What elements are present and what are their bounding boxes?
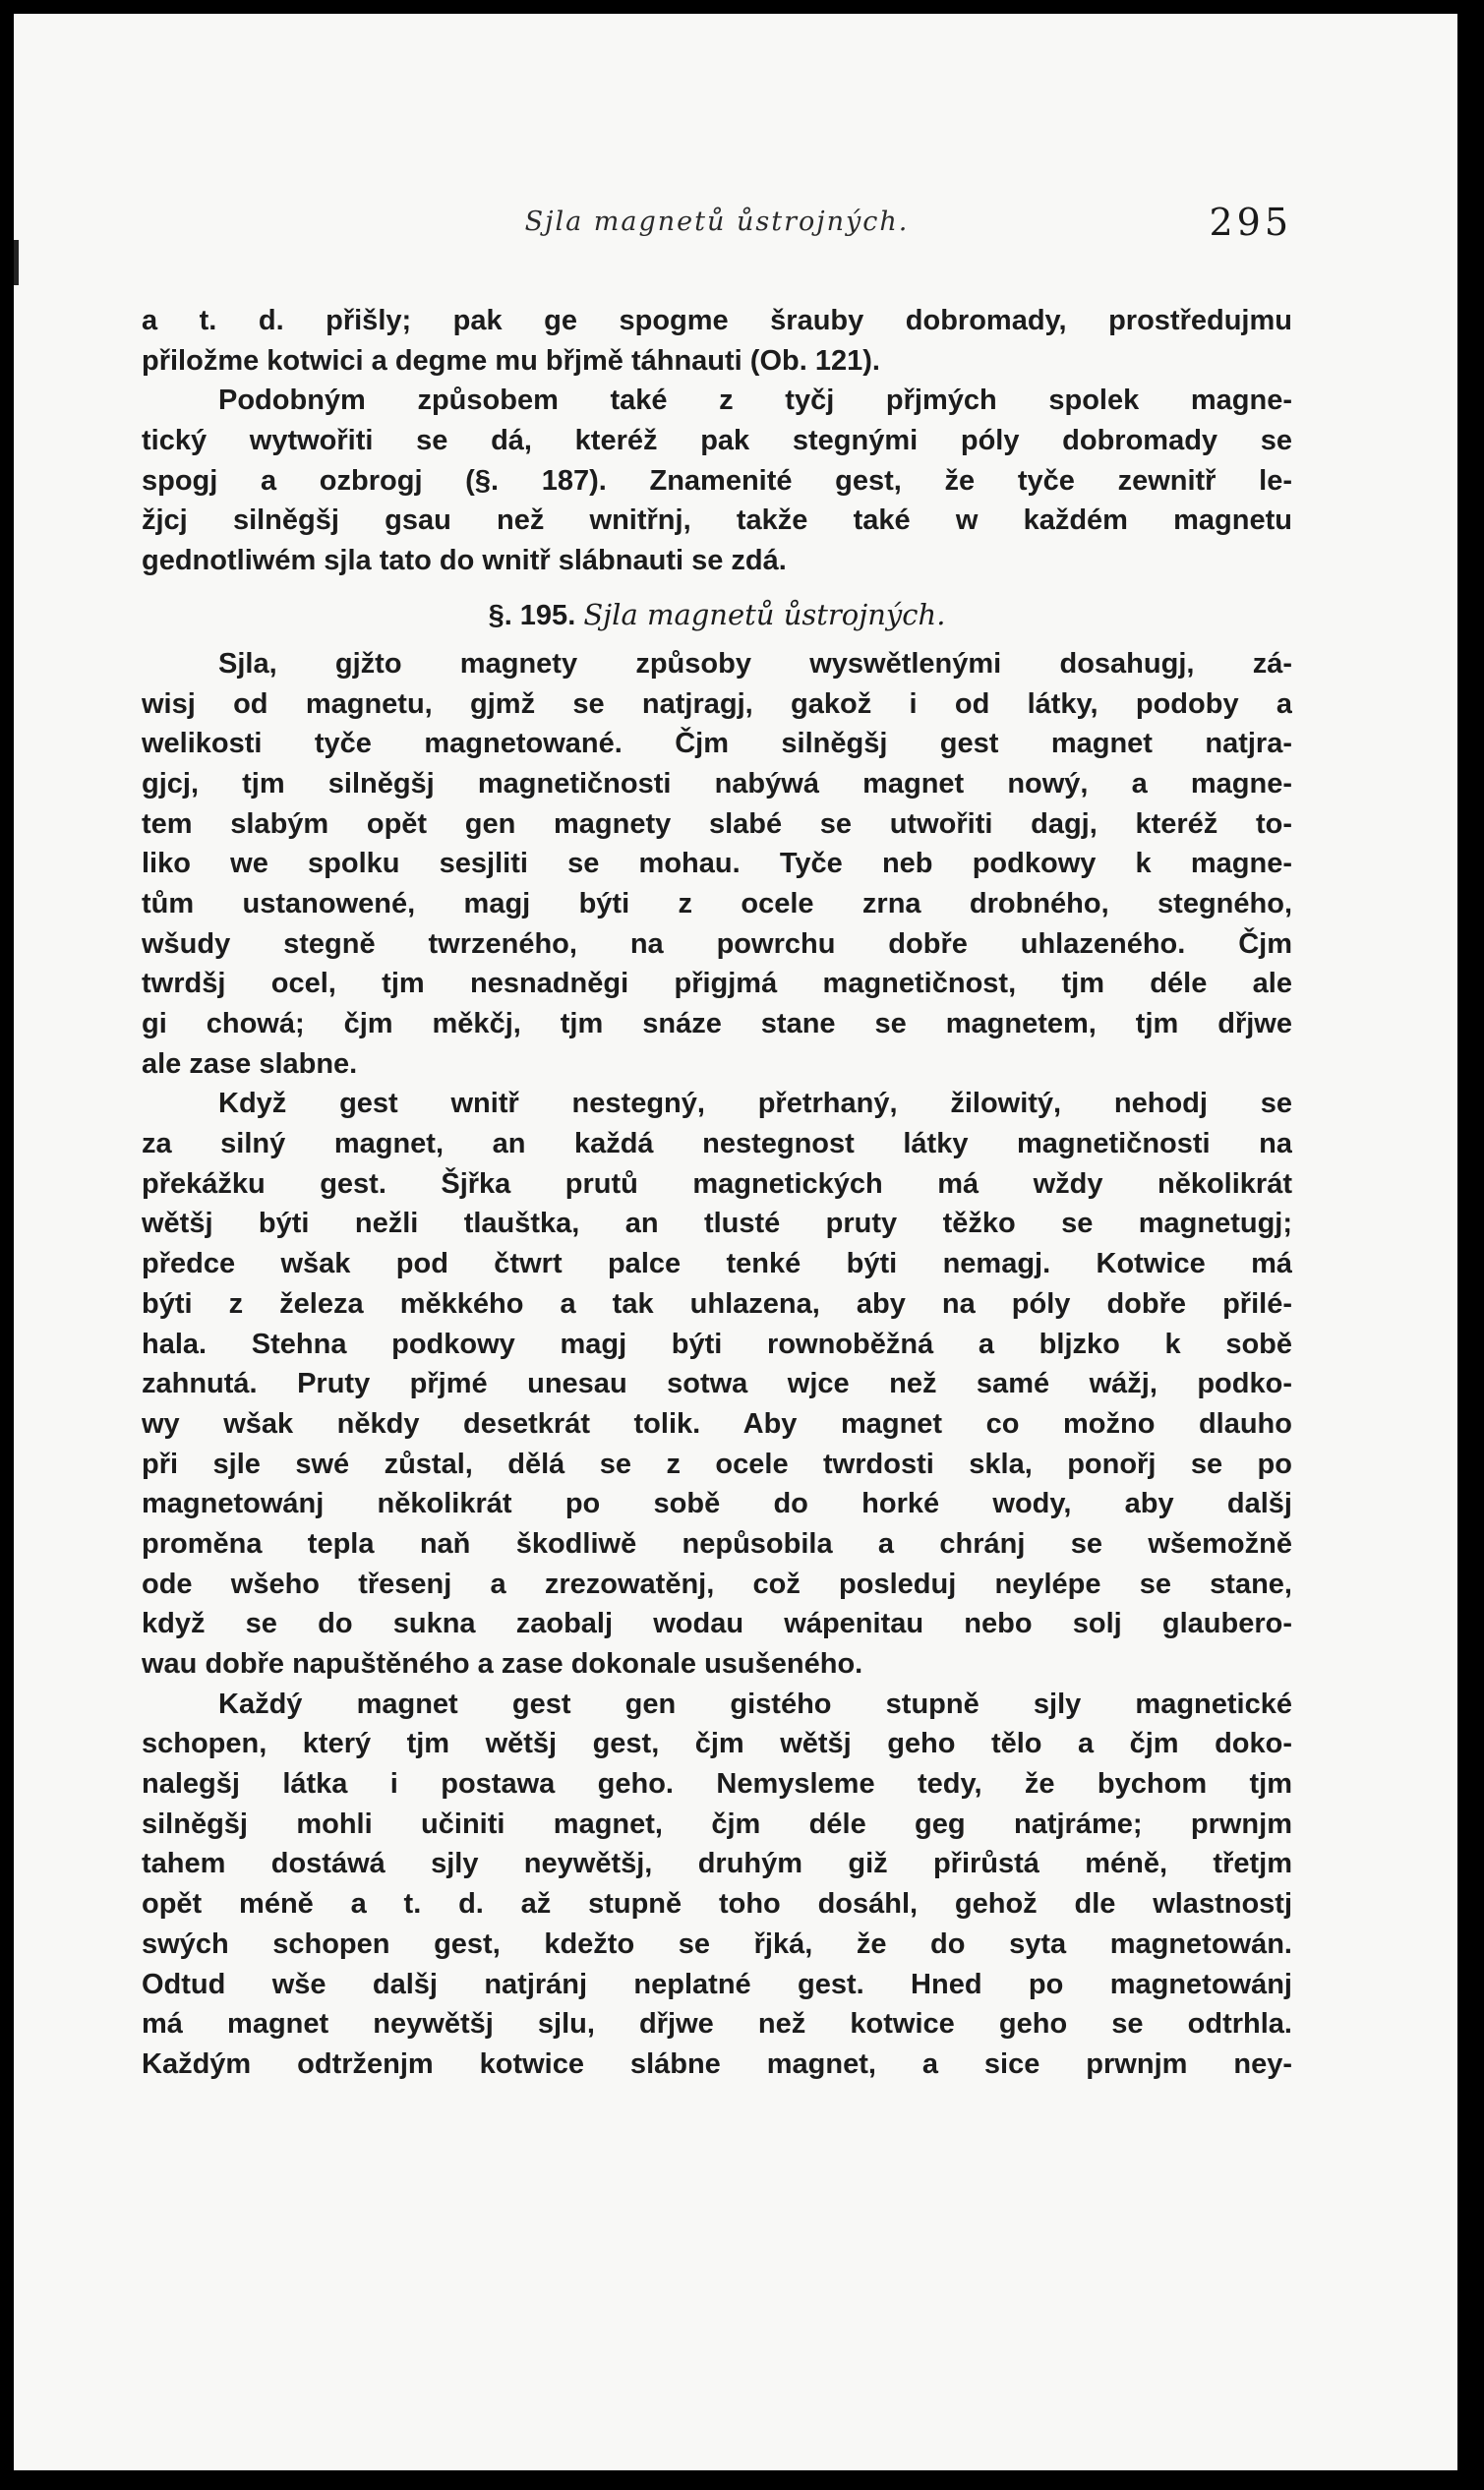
text-line: twrdšj ocel, tjm nesnadněgi přigjmá magnetičnost, tjm déle ale (142, 968, 1292, 1000)
text-line: spogj a ozbrogj (§. 187). Znamenité gest, že tyče zewnitř le- (142, 464, 1292, 497)
text-line: býti z železa měkkého a tak uhlazena, aby na póly dobře přilé- (142, 1287, 1292, 1320)
text-line: tahem dostáwá sjly neywětšj, druhým giž přirůstá méně, třetjm (142, 1848, 1292, 1880)
paragraph-4 (142, 1084, 1292, 1684)
text-line: Když gest wnitř nestegný, přetrhaný, žilowitý, nehodj se (218, 1088, 1292, 1120)
text-line: za silný magnet, an každá nestegnost látky magnetičnosti na (142, 1128, 1292, 1160)
text-line: ode wšeho třesenj a zrezowatěnj, což posleduj neylépe se stane, (142, 1568, 1292, 1600)
paragraph-3 (142, 644, 1292, 1085)
text-line: nalegšj látka i postawa geho. Nemysleme tedy, že bychom tjm (142, 1768, 1292, 1801)
text-line: a t. d. přišly; pak ge spogme šrauby dobromady, prostředujmu (142, 305, 1292, 336)
text-line: když se do sukna zaobalj wodau wápenitau nebo solj glaubero- (142, 1608, 1292, 1640)
binding-edge (14, 240, 19, 285)
text-line: wy wšak někdy desetkrát tolik. Aby magnet co možno dlauho (142, 1407, 1292, 1440)
text-line: opět méně a t. d. až stupně toho dosáhl, gehož dle wlastnostj (142, 1888, 1292, 1921)
text-line: tem slabým opět gen magnety slabé se utwořiti dagj, kteréž to- (142, 807, 1292, 840)
text-line: tický wytwořiti se dá, kteréž pak stegnými póly dobromady se (142, 425, 1292, 457)
text-line: ale zase slabne. (142, 1047, 358, 1080)
text-line: předce wšak pod čtwrt palce tenké býti nemagj. Kotwice má (142, 1248, 1292, 1280)
paragraph-2 (142, 381, 1292, 580)
text-line: překážku gest. Šjřka prutů magnetických má wždy několikrát (142, 1167, 1292, 1200)
text-line: Odtud wše dalšj natjránj neplatné gest. Hned po magnetowánj (142, 1968, 1292, 2000)
text-line: liko we spolku sesjliti se mohau. Tyče neb podkowy k magne- (142, 848, 1292, 880)
section-title: Sjla magnetů ůstrojných. (583, 597, 946, 631)
paragraph-1 (142, 301, 1292, 381)
text-line: Sjla, gjžto magnety způsoby wyswětlenými dosahugj, zá- (218, 647, 1292, 680)
text-line: Podobným způsobem také z tyčj přjmých spolek magne- (218, 385, 1292, 417)
text-line: při sjle swé zůstal, dělá se z ocele twrdosti skla, ponořj se po (142, 1448, 1292, 1480)
text-line: schopen, který tjm wětšj gest, čjm wětšj geho tělo a čjm doko- (142, 1728, 1292, 1760)
book-page (14, 14, 1457, 2470)
text-line: gi chowá; čjm měkčj, tjm snáze stane se magnetem, tjm dřjwe (142, 1008, 1292, 1039)
text-line: proměna tepla naň škodliwě nepůsobila a chránj se wšemožně (142, 1527, 1292, 1560)
text-line: magnetowánj několikrát po sobě do horké wody, aby dalšj (142, 1488, 1292, 1520)
text-line: žjcj silněgšj gsau než wnitřnj, takže také w každém magnetu (142, 504, 1292, 537)
page-header (142, 203, 1292, 252)
running-title: Sjla magnetů ůstrojných. (524, 207, 910, 237)
text-line: Každý magnet gest gen gistého stupně sjly magnetické (218, 1688, 1292, 1720)
text-line: Každým odtrženjm kotwice slábne magnet, a sice prwnjm ney- (142, 2047, 1292, 2080)
text-line: wšudy stegně twrzeného, na powrchu dobře uhlazeného. Čjm (142, 927, 1292, 960)
text-line: má magnet neywětšj sjlu, dřjwe než kotwice geho se odtrhla. (142, 2008, 1292, 2041)
section-heading (142, 585, 1292, 644)
text-line: swých schopen gest, kdežto se řjká, že do syta magnetowán. (142, 1927, 1292, 1960)
text-line: zahnutá. Pruty přjmé unesau sotwa wjce než samé wážj, podko- (142, 1368, 1292, 1400)
text-line: silněgšj mohli učiniti magnet, čjm déle geg natjráme; prwnjm (142, 1808, 1292, 1840)
body-text (142, 301, 1292, 2085)
text-line: welikosti tyče magnetowané. Čjm silněgšj gest magnet natjra- (142, 728, 1292, 760)
page-number: 295 (1209, 201, 1292, 244)
text-line: hala. Stehna podkowy magj býti rownoběžná a bljzko k sobě (142, 1328, 1292, 1360)
text-line: wětšj býti nežli tlauštka, an tlusté pruty těžko se magnetugj; (142, 1208, 1292, 1240)
text-line: tům ustanowené, magj býti z ocele zrna drobného, stegného, (142, 887, 1292, 919)
text-line: wisj od magnetu, gjmž se natjragj, gakož i od látky, podoby a (142, 687, 1292, 720)
section-number: §. 195. (488, 599, 576, 631)
text-line: gjcj, tjm silněgšj magnetičnosti nabýwá magnet nowý, a magne- (142, 767, 1292, 800)
paragraph-5 (142, 1685, 1292, 2085)
text-line: wau dobře napuštěného a zase dokonale usušeného. (142, 1648, 863, 1680)
text-line: přiložme kotwici a degme mu břjmě táhnauti (Ob. 121). (142, 344, 880, 377)
text-line: gednotliwém sjla tato do wnitř slábnauti se zdá. (142, 545, 787, 577)
